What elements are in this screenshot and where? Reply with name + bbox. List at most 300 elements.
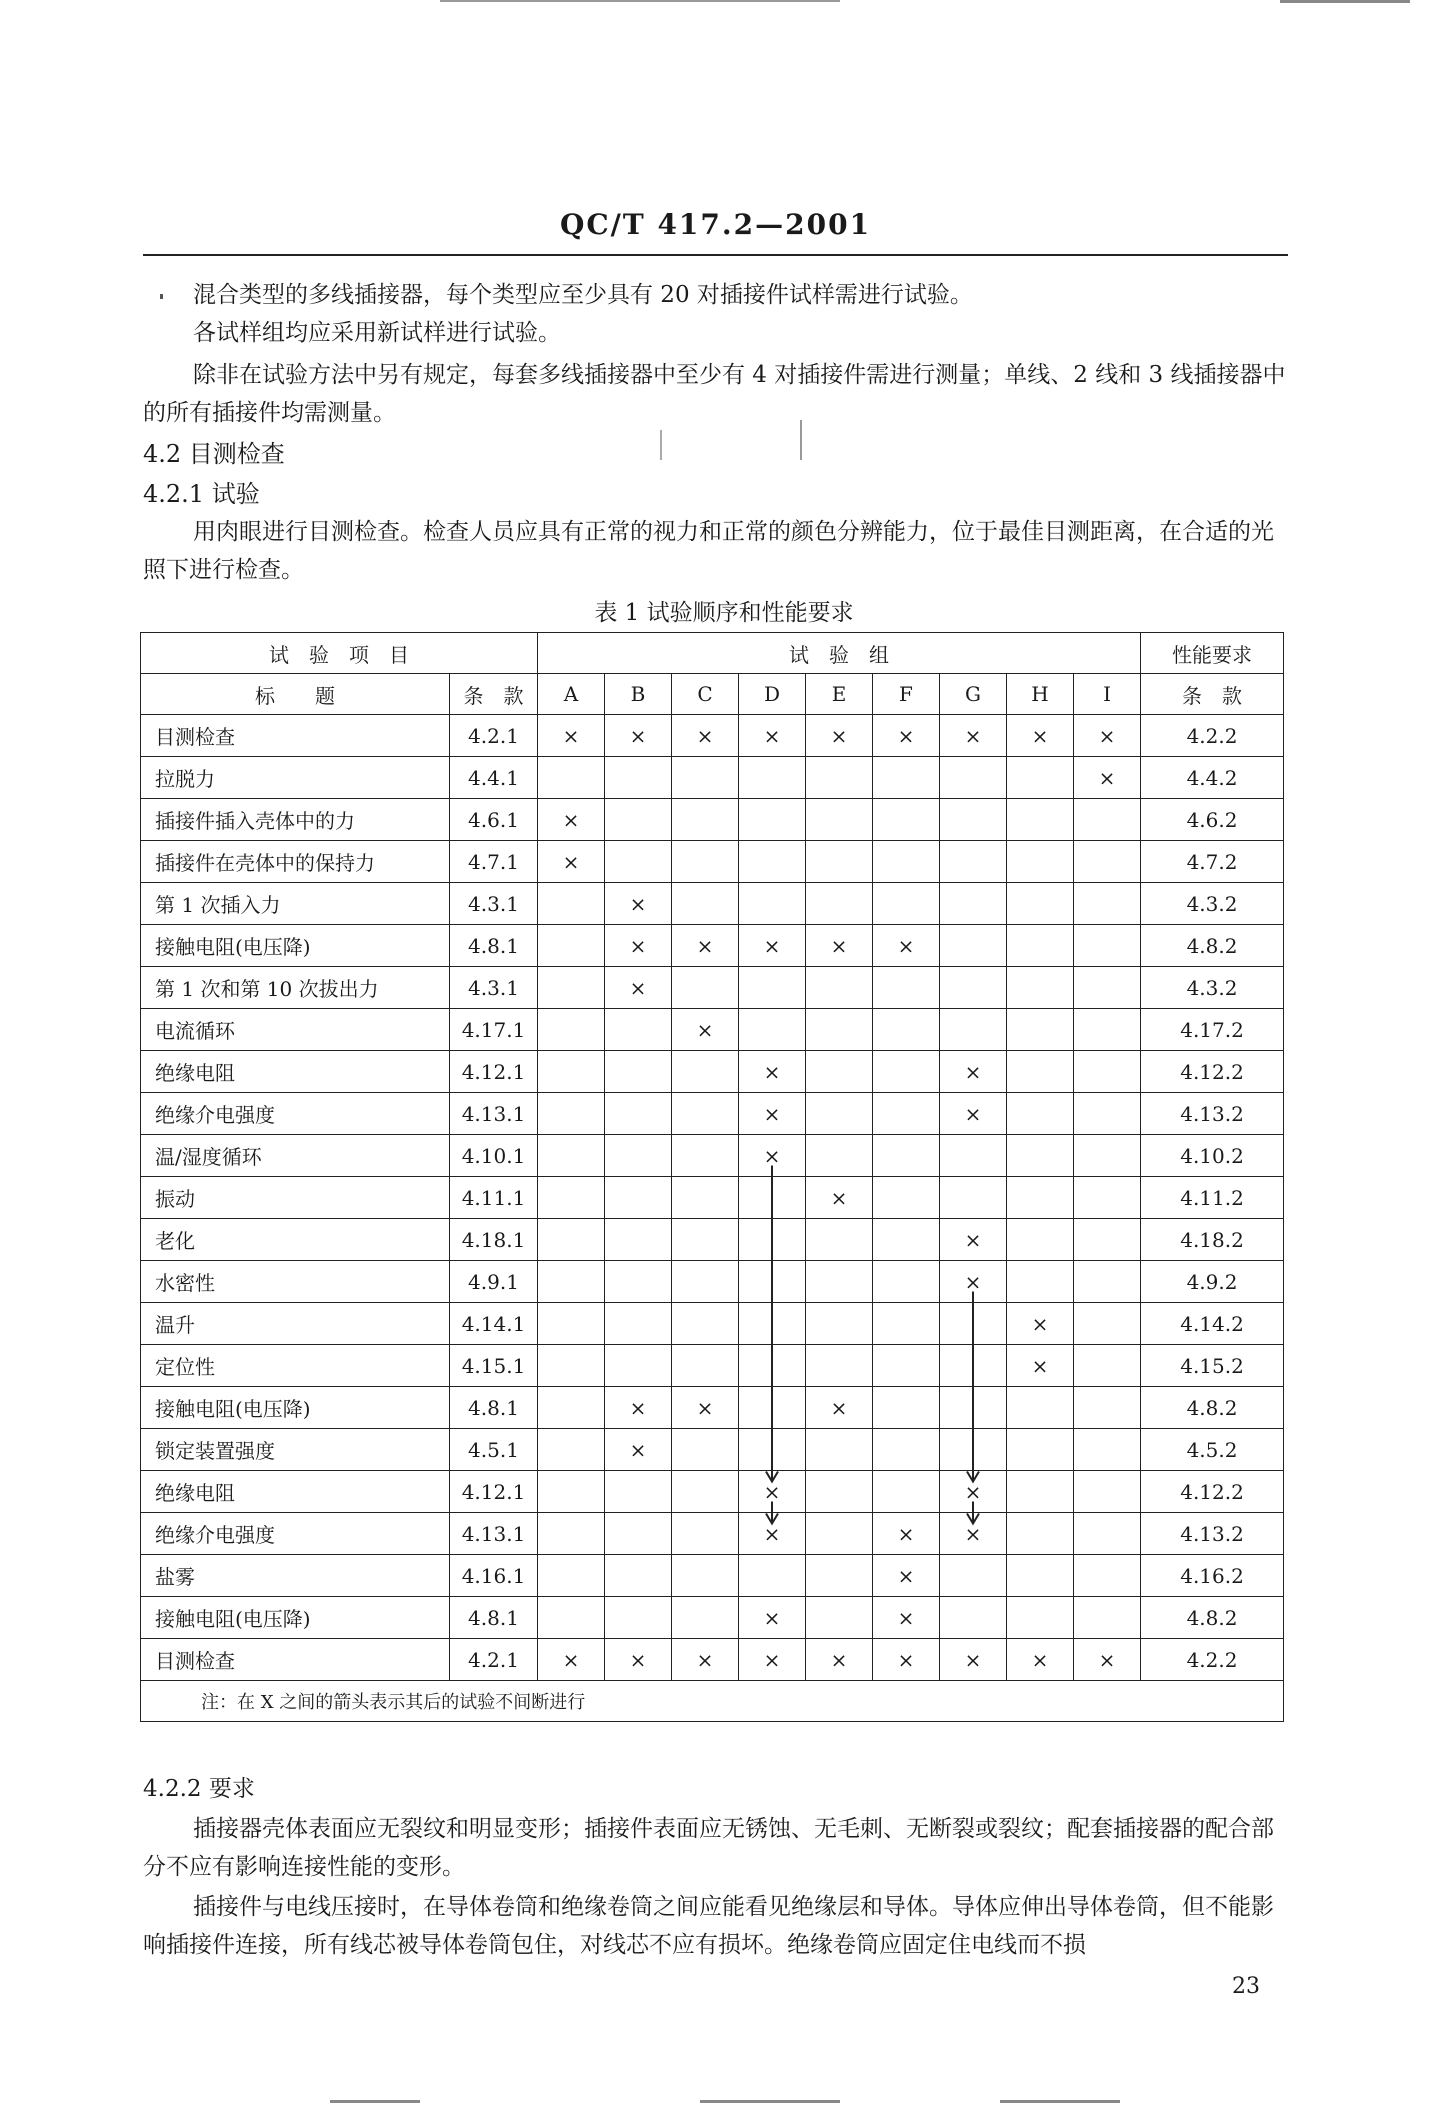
test-title-cell: 温升: [141, 1303, 450, 1345]
test-title-cell: 接触电阻(电压降): [141, 1597, 450, 1639]
table-row: [141, 715, 1284, 757]
cross-mark-icon: ×: [562, 723, 580, 748]
group-cell: [672, 799, 739, 841]
header-title: 标 题: [141, 674, 450, 715]
cross-mark-icon: ×: [629, 933, 647, 958]
group-cell: [605, 1597, 672, 1639]
group-cell: [739, 1219, 806, 1261]
group-cell: [1007, 841, 1074, 883]
header-group: C: [672, 674, 739, 715]
scan-speck: [1000, 2100, 1120, 2103]
group-cell: [1074, 1597, 1141, 1639]
group-cell: [1007, 1345, 1074, 1387]
group-cell: [672, 715, 739, 757]
paragraph: 除非在试验方法中另有规定，每套多线插接器中至少有 4 对插接件需进行测量；单线、2 线和 3 线插接器中的所有插接件均需测量。: [143, 362, 1286, 426]
group-cell: [1074, 715, 1141, 757]
group-cell: [538, 715, 605, 757]
requirement-clause-cell: 4.10.2: [1141, 1135, 1284, 1177]
test-clause-cell: 4.13.1: [450, 1513, 538, 1555]
scan-speck: [160, 294, 163, 299]
group-cell: [1074, 1093, 1141, 1135]
group-cell: [605, 1345, 672, 1387]
group-cell: [739, 1093, 806, 1135]
group-cell: [1007, 757, 1074, 799]
group-cell: [940, 1639, 1007, 1681]
group-cell: [739, 1345, 806, 1387]
cross-mark-icon: ×: [830, 1395, 848, 1420]
group-cell: [672, 1219, 739, 1261]
group-cell: [538, 1009, 605, 1051]
test-title-cell: 目测检查: [141, 1639, 450, 1681]
cross-mark-icon: ×: [830, 723, 848, 748]
group-cell: [940, 1429, 1007, 1471]
group-cell: [1074, 1261, 1141, 1303]
cross-mark-icon: ×: [629, 723, 647, 748]
group-cell: [806, 1639, 873, 1681]
group-cell: [940, 715, 1007, 757]
test-clause-cell: 4.5.1: [450, 1429, 538, 1471]
table-row: [141, 1345, 1284, 1387]
group-cell: [873, 925, 940, 967]
test-title-cell: 接触电阻(电压降): [141, 1387, 450, 1429]
group-cell: [739, 1429, 806, 1471]
cross-mark-icon: ×: [897, 1563, 915, 1588]
group-cell: [739, 1471, 806, 1513]
group-cell: [538, 1177, 605, 1219]
table-caption: 表 1 试验顺序和性能要求: [594, 600, 854, 626]
group-cell: [739, 1177, 806, 1219]
group-cell: [806, 1345, 873, 1387]
test-clause-cell: 4.12.1: [450, 1471, 538, 1513]
table-row: [141, 1261, 1284, 1303]
group-cell: [1007, 1387, 1074, 1429]
group-cell: [739, 1513, 806, 1555]
group-cell: [672, 841, 739, 883]
group-cell: [873, 883, 940, 925]
group-cell: [605, 1471, 672, 1513]
table-row: [141, 1303, 1284, 1345]
header-rule: [143, 254, 1288, 256]
group-cell: [940, 1051, 1007, 1093]
test-title-cell: 定位性: [141, 1345, 450, 1387]
requirement-clause-cell: 4.3.2: [1141, 967, 1284, 1009]
cross-mark-icon: ×: [1031, 1311, 1049, 1336]
group-cell: [605, 1639, 672, 1681]
group-cell: [1074, 1303, 1141, 1345]
table-row: [141, 1387, 1284, 1429]
group-cell: [940, 883, 1007, 925]
paragraph: 用肉眼进行目测检查。检查人员应具有正常的视力和正常的颜色分辨能力，位于最佳目测距离，在合适的光照下进行检查。: [143, 519, 1274, 583]
group-cell: [538, 799, 605, 841]
requirement-clause-cell: 4.8.2: [1141, 1387, 1284, 1429]
table-subheader-row: [141, 674, 1284, 715]
group-cell: [605, 841, 672, 883]
group-cell: [873, 1639, 940, 1681]
cross-mark-icon: ×: [1098, 765, 1116, 790]
group-cell: [1074, 1135, 1141, 1177]
group-cell: [1074, 1177, 1141, 1219]
group-cell: [1074, 841, 1141, 883]
test-title-cell: 目测检查: [141, 715, 450, 757]
table-note: 注：在 X 之间的箭头表示其后的试验不间断进行: [141, 1681, 1284, 1722]
group-cell: [739, 799, 806, 841]
group-cell: [940, 1093, 1007, 1135]
requirement-clause-cell: 4.4.2: [1141, 757, 1284, 799]
group-cell: [672, 1177, 739, 1219]
group-cell: [605, 799, 672, 841]
paragraph: 各试样组均应采用新试样进行试验。: [193, 320, 561, 346]
cross-mark-icon: ×: [763, 1521, 781, 1546]
test-title-cell: 温/湿度循环: [141, 1135, 450, 1177]
group-cell: [940, 799, 1007, 841]
group-cell: [538, 841, 605, 883]
cross-mark-icon: ×: [696, 933, 714, 958]
group-cell: [806, 1177, 873, 1219]
group-cell: [940, 1513, 1007, 1555]
group-cell: [538, 1303, 605, 1345]
group-cell: [1074, 1051, 1141, 1093]
requirement-clause-cell: 4.11.2: [1141, 1177, 1284, 1219]
group-cell: [1007, 799, 1074, 841]
group-cell: [1074, 1471, 1141, 1513]
requirement-clause-cell: 4.12.2: [1141, 1051, 1284, 1093]
requirement-clause-cell: 4.5.2: [1141, 1429, 1284, 1471]
group-cell: [1007, 1009, 1074, 1051]
group-cell: [739, 1387, 806, 1429]
cross-mark-icon: ×: [763, 1647, 781, 1672]
cross-mark-icon: ×: [629, 891, 647, 916]
group-cell: [605, 1135, 672, 1177]
table-row: [141, 925, 1284, 967]
cross-mark-icon: ×: [897, 723, 915, 748]
group-cell: [672, 1345, 739, 1387]
group-cell: [605, 715, 672, 757]
group-cell: [1007, 883, 1074, 925]
cross-mark-icon: ×: [763, 1059, 781, 1084]
group-cell: [940, 1135, 1007, 1177]
paragraph: 插接件与电线压接时，在导体卷筒和绝缘卷筒之间应能看见绝缘层和导体。导体应伸出导体卷筒，但不能影响插接件连接，所有线芯被导体卷筒包住，对线芯不应有损坏。绝缘卷筒应固定住电线而不损: [143, 1894, 1274, 1958]
table-row: [141, 1177, 1284, 1219]
group-cell: [1074, 925, 1141, 967]
group-cell: [605, 1219, 672, 1261]
table-note-row: [141, 1681, 1284, 1722]
test-clause-cell: 4.2.1: [450, 715, 538, 757]
cross-mark-icon: ×: [562, 1647, 580, 1672]
requirement-clause-cell: 4.18.2: [1141, 1219, 1284, 1261]
test-title-cell: 绝缘电阻: [141, 1471, 450, 1513]
cross-mark-icon: ×: [763, 1605, 781, 1630]
paragraph: 混合类型的多线插接器，每个类型应至少具有 20 对插接件试样需进行试验。: [193, 282, 973, 308]
group-cell: [672, 1555, 739, 1597]
group-cell: [605, 1009, 672, 1051]
test-title-cell: 振动: [141, 1177, 450, 1219]
group-cell: [739, 1597, 806, 1639]
group-cell: [806, 1555, 873, 1597]
header-test-item: 试 验 项 目: [141, 633, 538, 674]
group-cell: [873, 1345, 940, 1387]
group-cell: [672, 1639, 739, 1681]
test-title-cell: 插接件插入壳体中的力: [141, 799, 450, 841]
group-cell: [873, 1135, 940, 1177]
group-cell: [1007, 1219, 1074, 1261]
cross-mark-icon: ×: [830, 1647, 848, 1672]
group-cell: [806, 1261, 873, 1303]
group-cell: [1074, 1555, 1141, 1597]
test-sequence-table: [140, 632, 1284, 1722]
table-row: [141, 967, 1284, 1009]
group-cell: [605, 757, 672, 799]
requirement-clause-cell: 4.3.2: [1141, 883, 1284, 925]
cross-mark-icon: ×: [696, 1017, 714, 1042]
cross-mark-icon: ×: [696, 1647, 714, 1672]
group-cell: [605, 1303, 672, 1345]
group-cell: [1074, 1009, 1141, 1051]
table-row: [141, 1555, 1284, 1597]
cross-mark-icon: ×: [763, 1143, 781, 1168]
group-cell: [538, 1513, 605, 1555]
table-row: [141, 1471, 1284, 1513]
group-cell: [806, 1303, 873, 1345]
group-cell: [1007, 1303, 1074, 1345]
test-clause-cell: 4.9.1: [450, 1261, 538, 1303]
table-row: [141, 1009, 1284, 1051]
header-group: B: [605, 674, 672, 715]
group-cell: [605, 1051, 672, 1093]
cross-mark-icon: ×: [964, 1227, 982, 1252]
group-cell: [672, 1597, 739, 1639]
group-cell: [806, 1387, 873, 1429]
header-perf-clause: 条 款: [1141, 674, 1284, 715]
group-cell: [873, 1051, 940, 1093]
requirement-clause-cell: 4.13.2: [1141, 1513, 1284, 1555]
group-cell: [739, 841, 806, 883]
group-cell: [873, 967, 940, 1009]
group-cell: [1007, 967, 1074, 1009]
group-cell: [873, 757, 940, 799]
group-cell: [806, 799, 873, 841]
group-cell: [806, 1093, 873, 1135]
test-title-cell: 绝缘电阻: [141, 1051, 450, 1093]
test-title-cell: 锁定装置强度: [141, 1429, 450, 1471]
group-cell: [806, 967, 873, 1009]
group-cell: [873, 1429, 940, 1471]
group-cell: [538, 1219, 605, 1261]
group-cell: [739, 1639, 806, 1681]
table-row: [141, 1051, 1284, 1093]
requirement-clause-cell: 4.2.2: [1141, 715, 1284, 757]
group-cell: [873, 715, 940, 757]
requirement-clause-cell: 4.6.2: [1141, 799, 1284, 841]
group-cell: [672, 1429, 739, 1471]
test-clause-cell: 4.4.1: [450, 757, 538, 799]
test-title-cell: 拉脱力: [141, 757, 450, 799]
cross-mark-icon: ×: [763, 723, 781, 748]
cross-mark-icon: ×: [1031, 1647, 1049, 1672]
group-cell: [1007, 1513, 1074, 1555]
table-row: [141, 1513, 1284, 1555]
group-cell: [672, 1051, 739, 1093]
group-cell: [873, 1513, 940, 1555]
test-clause-cell: 4.3.1: [450, 883, 538, 925]
group-cell: [672, 1261, 739, 1303]
test-clause-cell: 4.8.1: [450, 1387, 538, 1429]
group-cell: [1007, 715, 1074, 757]
table-row: [141, 799, 1284, 841]
test-clause-cell: 4.17.1: [450, 1009, 538, 1051]
header-performance: 性能要求: [1141, 633, 1284, 674]
test-clause-cell: 4.10.1: [450, 1135, 538, 1177]
group-cell: [873, 1555, 940, 1597]
group-cell: [605, 1555, 672, 1597]
table-row: [141, 1597, 1284, 1639]
test-clause-cell: 4.13.1: [450, 1093, 538, 1135]
test-title-cell: 水密性: [141, 1261, 450, 1303]
group-cell: [672, 1387, 739, 1429]
group-cell: [1007, 1471, 1074, 1513]
test-title-cell: 绝缘介电强度: [141, 1093, 450, 1135]
header-clause: 条 款: [450, 674, 538, 715]
group-cell: [538, 925, 605, 967]
cross-mark-icon: ×: [763, 1101, 781, 1126]
group-cell: [739, 1051, 806, 1093]
group-cell: [538, 1639, 605, 1681]
group-cell: [605, 1513, 672, 1555]
group-cell: [1074, 1639, 1141, 1681]
group-cell: [940, 1009, 1007, 1051]
table-row: [141, 1093, 1284, 1135]
header-group: H: [1007, 674, 1074, 715]
group-cell: [940, 1303, 1007, 1345]
cross-mark-icon: ×: [1098, 1647, 1116, 1672]
group-cell: [873, 1093, 940, 1135]
group-cell: [940, 1597, 1007, 1639]
group-cell: [605, 1429, 672, 1471]
group-cell: [873, 1597, 940, 1639]
group-cell: [940, 841, 1007, 883]
requirement-clause-cell: 4.16.2: [1141, 1555, 1284, 1597]
cross-mark-icon: ×: [1098, 723, 1116, 748]
header-group: A: [538, 674, 605, 715]
group-cell: [739, 1261, 806, 1303]
subsection-heading: 4.2.1 试验: [143, 480, 260, 508]
page-header: QC/T 417.2—2001: [559, 208, 872, 241]
test-clause-cell: 4.6.1: [450, 799, 538, 841]
requirement-clause-cell: 4.14.2: [1141, 1303, 1284, 1345]
cross-mark-icon: ×: [964, 1269, 982, 1294]
cross-mark-icon: ×: [897, 1647, 915, 1672]
group-cell: [873, 841, 940, 883]
group-cell: [739, 757, 806, 799]
group-cell: [672, 1135, 739, 1177]
group-cell: [1074, 1345, 1141, 1387]
requirement-clause-cell: 4.15.2: [1141, 1345, 1284, 1387]
scan-speck: [800, 420, 802, 460]
group-cell: [672, 1009, 739, 1051]
test-clause-cell: 4.14.1: [450, 1303, 538, 1345]
group-cell: [873, 1387, 940, 1429]
test-title-cell: 绝缘介电强度: [141, 1513, 450, 1555]
test-clause-cell: 4.7.1: [450, 841, 538, 883]
group-cell: [672, 883, 739, 925]
cross-mark-icon: ×: [1031, 1353, 1049, 1378]
group-cell: [940, 1555, 1007, 1597]
test-clause-cell: 4.16.1: [450, 1555, 538, 1597]
scan-speck: [660, 430, 662, 460]
group-cell: [1074, 883, 1141, 925]
group-cell: [806, 841, 873, 883]
cross-mark-icon: ×: [964, 1479, 982, 1504]
group-cell: [739, 925, 806, 967]
group-cell: [940, 925, 1007, 967]
header-group: F: [873, 674, 940, 715]
group-cell: [806, 715, 873, 757]
group-cell: [1007, 1639, 1074, 1681]
header-group: E: [806, 674, 873, 715]
table-row: [141, 883, 1284, 925]
group-cell: [873, 799, 940, 841]
group-cell: [538, 757, 605, 799]
group-cell: [940, 1219, 1007, 1261]
test-clause-cell: 4.8.1: [450, 925, 538, 967]
group-cell: [672, 1303, 739, 1345]
group-cell: [940, 1345, 1007, 1387]
group-cell: [538, 1261, 605, 1303]
group-cell: [940, 757, 1007, 799]
group-cell: [605, 1177, 672, 1219]
scan-speck: [1280, 0, 1410, 3]
cross-mark-icon: ×: [629, 975, 647, 1000]
test-title-cell: 第 1 次插入力: [141, 883, 450, 925]
test-clause-cell: 4.11.1: [450, 1177, 538, 1219]
section-heading: 4.2 目测检查: [143, 440, 285, 468]
cross-mark-icon: ×: [763, 1479, 781, 1504]
group-cell: [873, 1303, 940, 1345]
group-cell: [538, 967, 605, 1009]
group-cell: [538, 1597, 605, 1639]
group-cell: [739, 883, 806, 925]
group-cell: [806, 925, 873, 967]
group-cell: [605, 883, 672, 925]
header-group: I: [1074, 674, 1141, 715]
scan-speck: [700, 2100, 840, 2103]
cross-mark-icon: ×: [897, 933, 915, 958]
group-cell: [940, 1261, 1007, 1303]
group-cell: [672, 967, 739, 1009]
group-cell: [739, 967, 806, 1009]
test-clause-cell: 4.18.1: [450, 1219, 538, 1261]
requirement-clause-cell: 4.9.2: [1141, 1261, 1284, 1303]
group-cell: [672, 1471, 739, 1513]
group-cell: [538, 1555, 605, 1597]
group-cell: [940, 1387, 1007, 1429]
cross-mark-icon: ×: [830, 933, 848, 958]
test-title-cell: 盐雾: [141, 1555, 450, 1597]
group-cell: [806, 883, 873, 925]
cross-mark-icon: ×: [964, 1059, 982, 1084]
group-cell: [1074, 1387, 1141, 1429]
group-cell: [1007, 1597, 1074, 1639]
cross-mark-icon: ×: [562, 849, 580, 874]
group-cell: [672, 757, 739, 799]
group-cell: [672, 1513, 739, 1555]
group-cell: [806, 1597, 873, 1639]
test-title-cell: 老化: [141, 1219, 450, 1261]
group-cell: [605, 1387, 672, 1429]
requirement-clause-cell: 4.8.2: [1141, 1597, 1284, 1639]
test-clause-cell: 4.15.1: [450, 1345, 538, 1387]
table-row: [141, 841, 1284, 883]
cross-mark-icon: ×: [964, 1101, 982, 1126]
